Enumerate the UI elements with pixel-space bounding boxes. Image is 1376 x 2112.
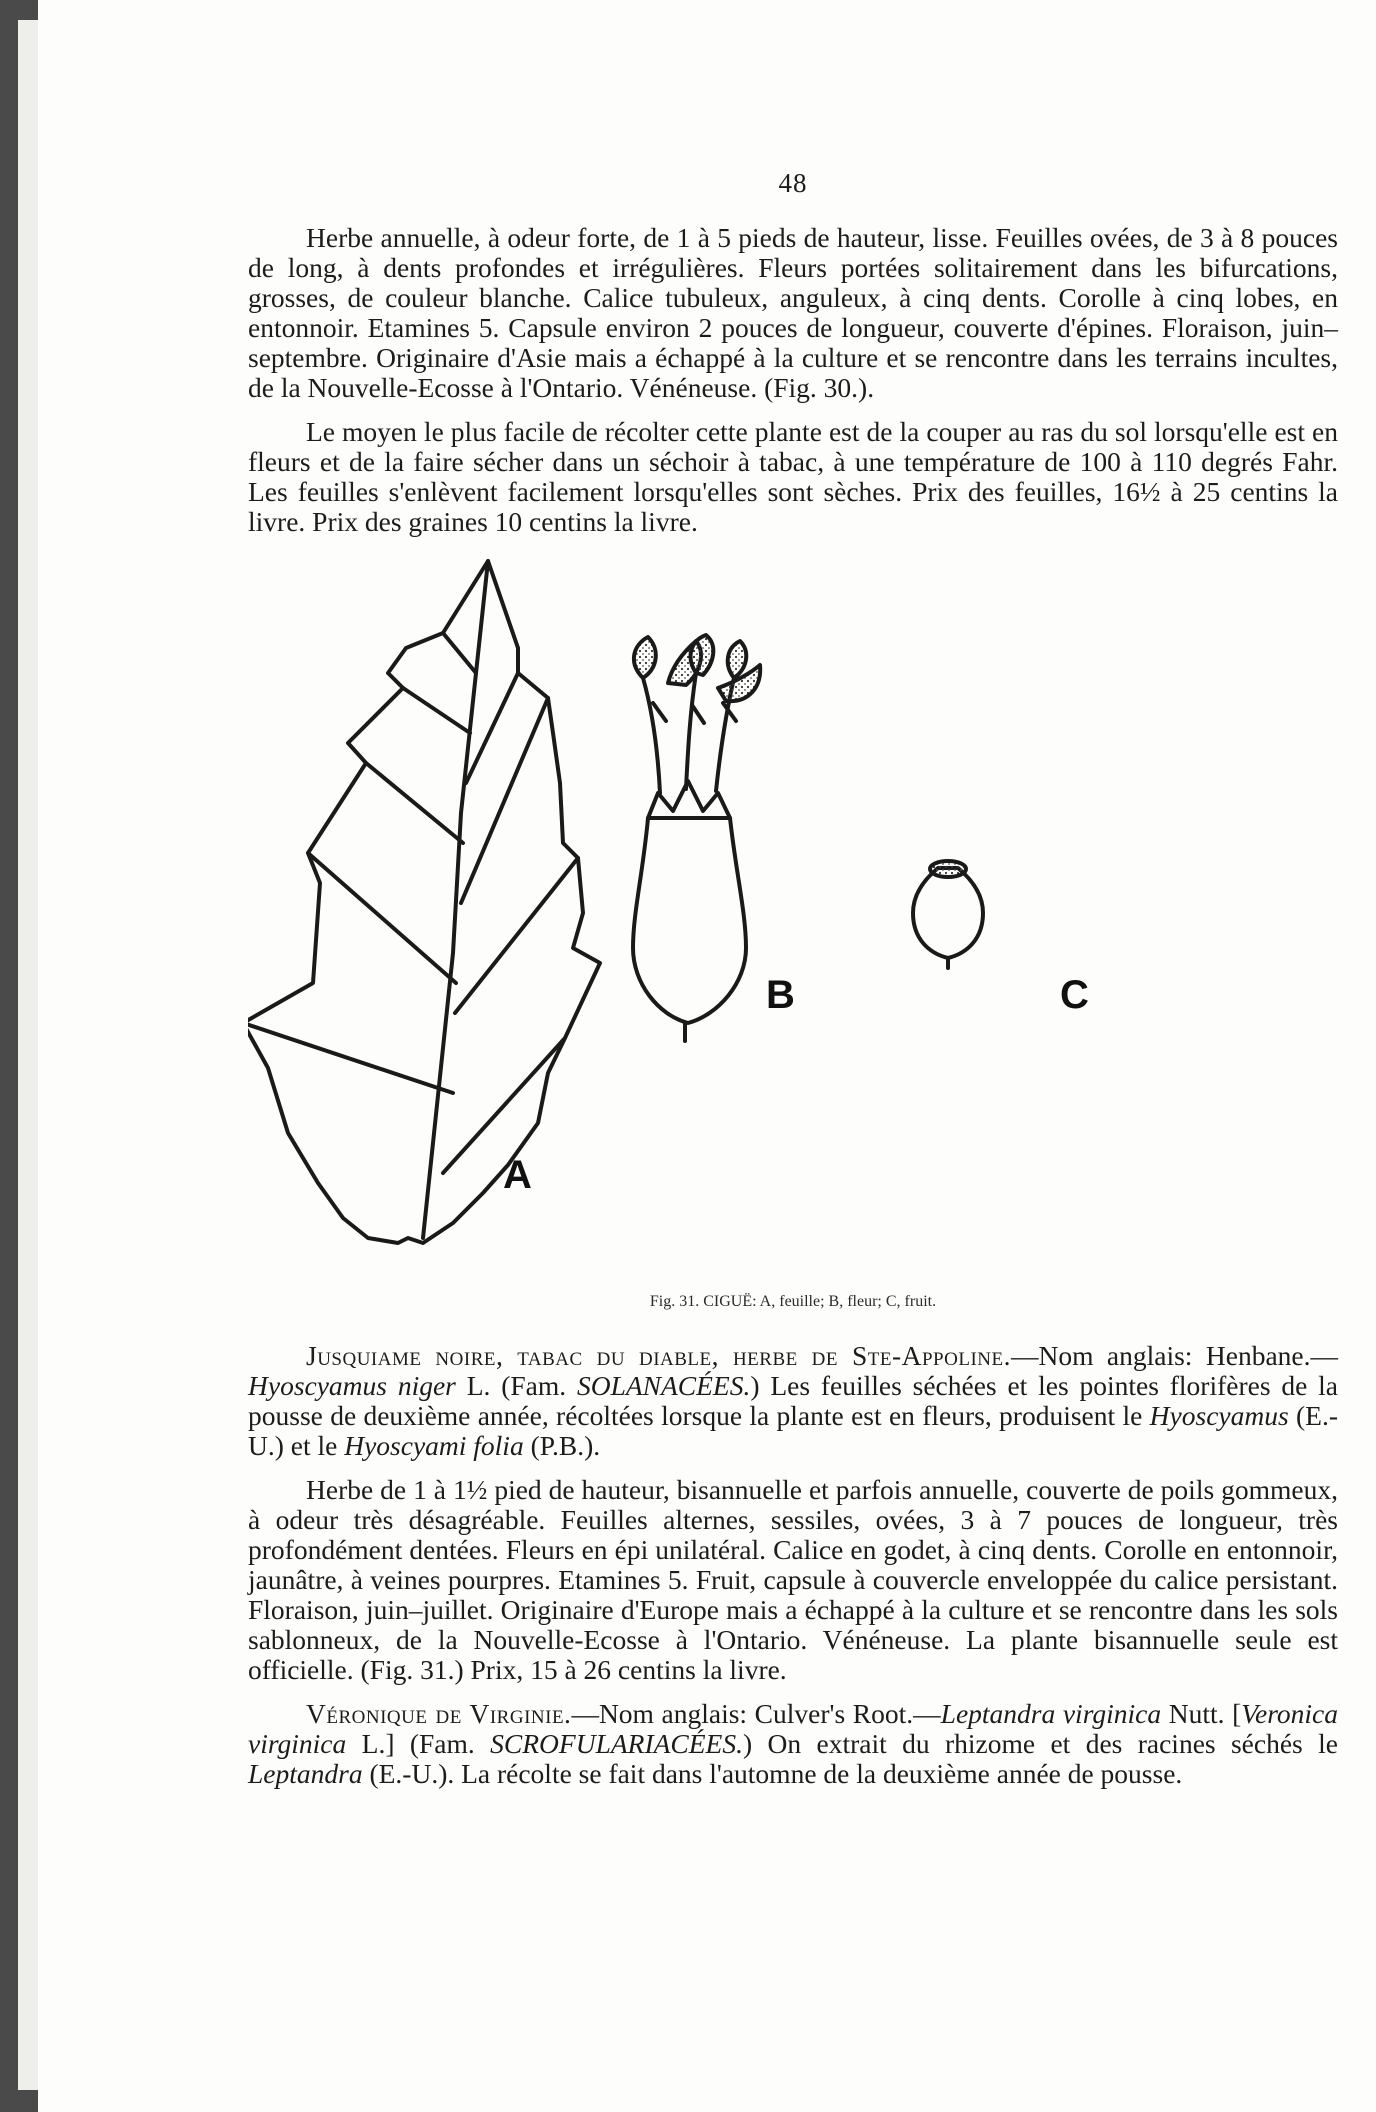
page-edge <box>18 20 38 2090</box>
jusquiame-family: SOLANACÉES. <box>576 1370 751 1401</box>
figure-label-b: B <box>766 973 795 1017</box>
veronique-intro-4: ) On extrait du rhizome et des racines séchés le <box>742 1728 1338 1759</box>
figure-drawing <box>248 553 1338 1293</box>
figure-label-a: A <box>503 1153 532 1197</box>
jusquiame-intro-5: (P.B.). <box>523 1430 601 1461</box>
veronique-heading: Véronique de Virginie. <box>306 1698 572 1729</box>
veronique-product: Leptandra <box>248 1758 363 1789</box>
flower-drawing <box>633 635 760 1041</box>
jusquiame-product-1: Hyoscyamus <box>1149 1400 1289 1431</box>
jusquiame-intro <box>248 1341 1338 1461</box>
jusquiame-intro-2: L. (Fam. <box>455 1370 577 1401</box>
jusquiame-intro-3: ) Les feuilles séchées et les pointes florifères de la pousse de deuxième année, récoltées lorsque la plante est en fleurs, produisent le <box>248 1370 1338 1431</box>
page-content <box>248 168 1338 1803</box>
jusquiame-product-2: Hyoscyami folia <box>344 1430 524 1461</box>
figure-caption: Fig. 31. CIGUË: A, feuille; B, fleur; C, fruit. <box>649 1293 937 1310</box>
page-number: 48 <box>778 168 808 198</box>
paragraph-description: Herbe annuelle, à odeur forte, de 1 à 5 pieds de hauteur, lisse. Feuilles ovées, de 3 à 8 pouces de long, à dents profondes et irrégulières. Fleurs portées solitairement dans les bifurcations, grosses, de couleur blanche. Calice tubuleux, anguleux, à cinq dents. Corolle à cinq lobes, en entonnoir. Etamines 5. Capsule environ 2 pouces de longueur, couverte d'épines. Floraison, juin–septembre. Originaire d'Asie mais a échappé à la culture et se rencontre dans les terrains incultes, de la Nouvelle-Ecosse à l'Ontario. Vénéneuse. (Fig. 30.). <box>248 222 1338 403</box>
veronique-family: SCROFULARIACÉES. <box>490 1728 743 1759</box>
veronique-intro-2: Nutt. [ <box>1161 1698 1242 1729</box>
veronique-intro <box>248 1699 1338 1789</box>
veronique-latin: Leptandra virginica <box>940 1698 1162 1729</box>
jusquiame-intro-1: —Nom anglais: Henbane.— <box>1010 1340 1338 1371</box>
figure-31 <box>248 553 1338 1293</box>
jusquiame-heading: Jusquiame noire, tabac du diable, herbe de Ste-Appoline. <box>306 1340 1011 1371</box>
jusquiame-intro-4: (E.-U.) et le <box>248 1400 1338 1461</box>
veronique-intro-5: (E.-U.). La récolte se fait dans l'automne de la deuxième année de pousse. <box>362 1758 1183 1789</box>
jusquiame-description: Herbe de 1 à 1½ pied de hauteur, bisannuelle et parfois annuelle, couverte de poils gommeux, à odeur très désagréable. Feuilles alternes, sessiles, ovées, 3 à 7 pouces de longueur, très profondément dentées. Fleurs en épi unilatéral. Calice en godet, à cinq dents. Corolle en entonnoir, jaunâtre, à veines pourpres. Etamines 5. Fruit, capsule à couvercle enveloppée du calice persistant. Floraison, juin–juillet. Originaire d'Europe mais a échappé à la culture et se rencontre dans les sols sablonneux, de la Nouvelle-Ecosse à l'Ontario. Vénéneuse. La plante bisannuelle seule est officielle. (Fig. 31.) Prix, 15 à 26 centins la livre. <box>248 1474 1338 1685</box>
leaf-drawing <box>248 561 600 1243</box>
figure-label-c: C <box>1060 973 1089 1017</box>
book-page <box>38 0 1376 2112</box>
veronique-intro-3: L.] (Fam. <box>346 1728 491 1759</box>
veronique-synonym: Veronica virginica <box>248 1698 1338 1759</box>
fruit-drawing <box>913 861 983 968</box>
paragraph-harvest: Le moyen le plus facile de récolter cette plante est de la couper au ras du sol lorsqu'elle est en fleurs et de la faire sécher dans un séchoir à tabac, à une température de 100 à 110 degrés Fahr. Les feuilles s'enlèvent facilement lorsqu'elles sont sèches. Prix des feuilles, 16½ à 25 centins la livre. Prix des graines 10 centins la livre. <box>248 416 1338 537</box>
veronique-intro-1: —Nom anglais: Culver's Root.— <box>571 1698 941 1729</box>
jusquiame-latin: Hyoscyamus niger <box>248 1370 456 1401</box>
